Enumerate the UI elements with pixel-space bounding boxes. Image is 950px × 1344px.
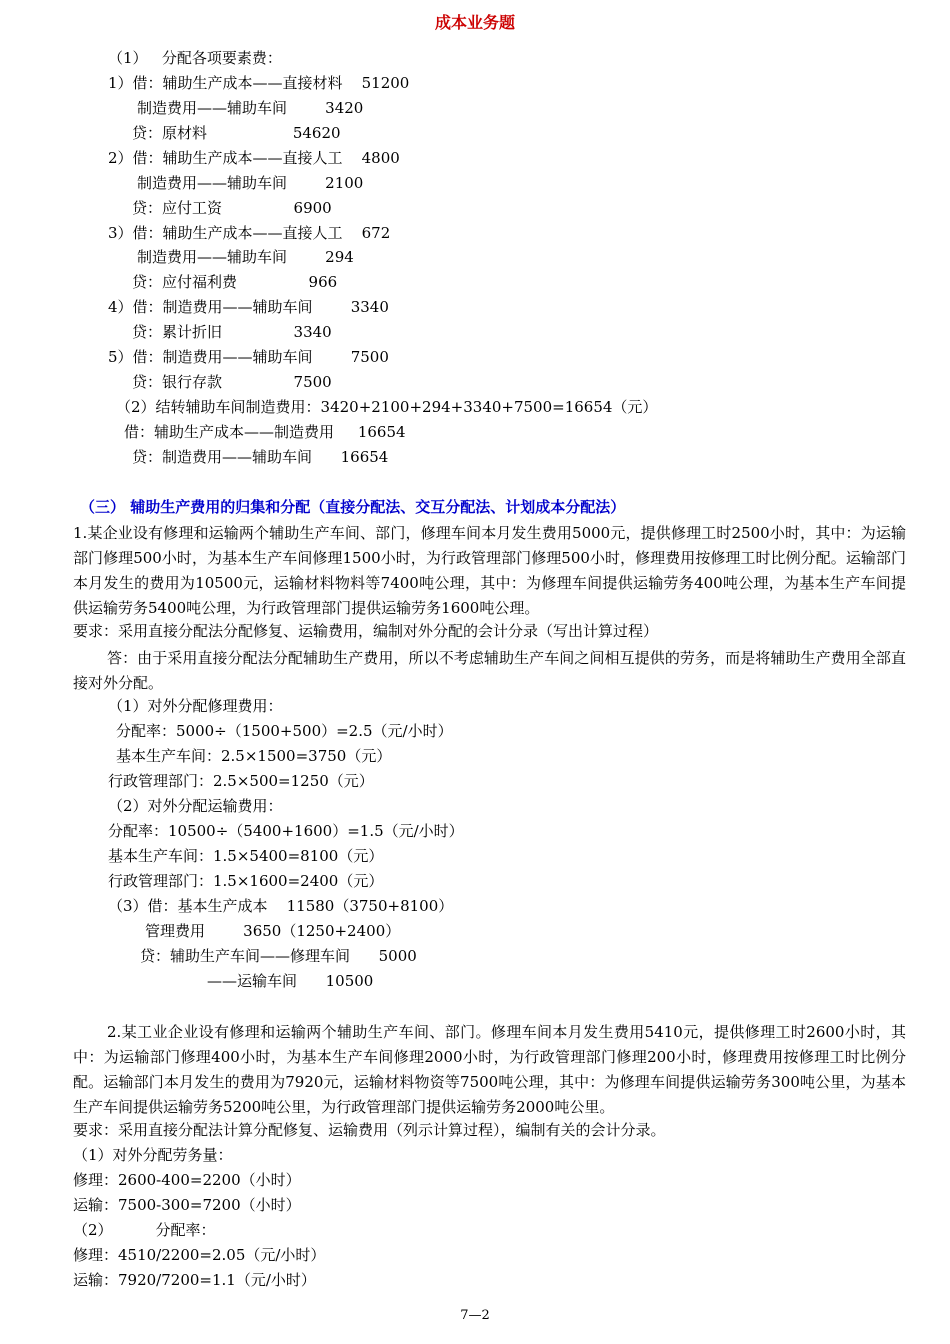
text-line: 贷：累计折旧 3340 bbox=[132, 323, 332, 341]
calc-line: （2）对外分配运输费用： bbox=[108, 797, 283, 815]
calc-line: 行政管理部门：1.5×1600=2400（元） bbox=[108, 872, 384, 890]
calc-line: （1）对外分配劳务量： bbox=[73, 1146, 233, 1164]
text-line: 5）借：制造费用——辅助车间 7500 bbox=[108, 348, 389, 366]
text-line: 3）借：辅助生产成本——直接人工 672 bbox=[108, 224, 391, 242]
calc-line: 贷：辅助生产车间——修理车间 5000 bbox=[140, 947, 417, 965]
text-line: 4）借：制造费用——辅助车间 3340 bbox=[108, 298, 389, 316]
calc-line: 基本生产车间：2.5×1500=3750（元） bbox=[116, 747, 392, 765]
question-2-text: 2.某工业企业设有修理和运输两个辅助生产车间、部门。修理车间本月发生费用5410元，提供修理工时2600小时，其中：为运输部门修理400小时，为基本生产车间修理2000小时，为行政管理部门修理200小时，修理费用按修理工时比例分配。运输部门本月发生的费用为7920元，运输材料物资等7500吨公理，其中：为修理车间提供运输劳务300吨公里，为基本生产车间提供运输劳务5200吨公里，为行政管理部门提供运输劳务2000吨公里。 bbox=[73, 1023, 906, 1116]
text-line: 2）借：辅助生产成本——直接人工 4800 bbox=[108, 149, 400, 167]
text-line: 贷：应付工资 6900 bbox=[132, 199, 332, 217]
page-title: 成本业务题 bbox=[434, 13, 515, 32]
calc-line: 修理：2600-400=2200（小时） bbox=[73, 1171, 301, 1189]
text-line: 贷：银行存款 7500 bbox=[132, 373, 332, 391]
calc-line: 分配率：10500÷（5400+1600）=1.5（元/小时） bbox=[108, 822, 464, 840]
text-line: （2）结转辅助车间制造费用：3420+2100+294+3340+7500=16654（元） bbox=[116, 398, 658, 416]
text-line: 1）借：辅助生产成本——直接材料 51200 bbox=[108, 74, 410, 92]
calc-line: 修理：4510/2200=2.05（元/小时） bbox=[73, 1246, 326, 1264]
text-line: 制造费用——辅助车间 3420 bbox=[137, 99, 364, 117]
question-1-requirement: 要求：采用直接分配法分配修复、运输费用，编制对外分配的会计分录（写出计算过程） bbox=[73, 622, 659, 640]
text-line: 贷：应付福利费 966 bbox=[132, 273, 338, 291]
section-heading: （三） 辅助生产费用的归集和分配（直接分配法、交互分配法、计划成本分配法） bbox=[80, 498, 626, 516]
text-line: 制造费用——辅助车间 294 bbox=[137, 248, 354, 266]
text-line: 贷：原材料 54620 bbox=[132, 124, 341, 142]
calc-line: 运输：7920/7200=1.1（元/小时） bbox=[73, 1271, 316, 1289]
text-line: 借：辅助生产成本——制造费用 16654 bbox=[124, 423, 406, 441]
text-line: （1） 分配各项要素费： bbox=[108, 49, 282, 67]
question-2-requirement: 要求：采用直接分配法计算分配修复、运输费用（列示计算过程），编制有关的会计分录。 bbox=[73, 1121, 666, 1139]
calc-line: 运输：7500-300=7200（小时） bbox=[73, 1196, 301, 1214]
calc-line: 管理费用 3650（1250+2400） bbox=[145, 922, 401, 940]
question-1-answer: 答：由于采用直接分配法分配辅助生产费用，所以不考虑辅助生产车间之间相互提供的劳务，而是将辅助生产费用全部直接对外分配。 bbox=[73, 649, 906, 692]
calc-line: 行政管理部门：2.5×500=1250（元） bbox=[108, 772, 374, 790]
text-line: 贷：制造费用——辅助车间 16654 bbox=[132, 448, 389, 466]
calc-line: （2） 分配率： bbox=[73, 1221, 216, 1239]
calc-line: （3）借：基本生产成本 11580（3750+8100） bbox=[108, 897, 454, 915]
calc-line: ——运输车间 10500 bbox=[207, 972, 374, 990]
calc-line: 基本生产车间：1.5×5400=8100（元） bbox=[108, 847, 384, 865]
text-line: 制造费用——辅助车间 2100 bbox=[137, 174, 364, 192]
calc-line: 分配率：5000÷（1500+500）=2.5（元/小时） bbox=[116, 722, 453, 740]
calc-line: （1）对外分配修理费用： bbox=[108, 697, 283, 715]
page-number: 7—2 bbox=[460, 1308, 490, 1323]
question-1-text: 1.某企业设有修理和运输两个辅助生产车间、部门，修理车间本月发生费用5000元，提供修理工时2500小时，其中：为运输部门修理500小时，为基本生产车间修理1500小时，为行政管理部门修理500小时，修理费用按修理工时比例分配。运输部门本月发生的费用为10500元，运输材料物料等7400吨公理，其中：为修理车间提供运输劳务400吨公理，为基本生产车间提供运输劳务5400吨公理，为行政管理部门提供运输劳务1600吨公理。 bbox=[73, 524, 906, 617]
